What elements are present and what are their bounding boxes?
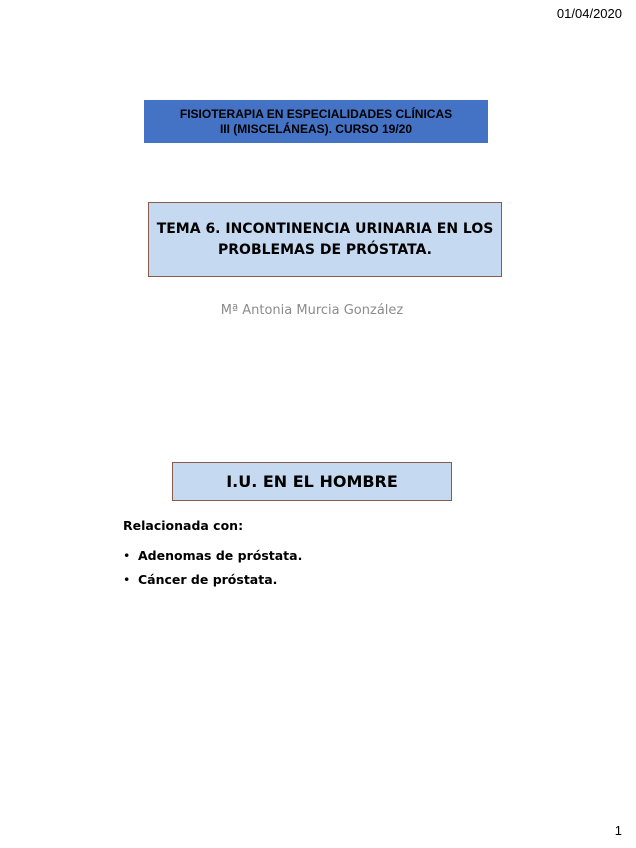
page-number: 1 xyxy=(614,823,622,838)
bullet-icon: • xyxy=(123,571,131,587)
list-item xyxy=(123,567,302,591)
topic-title-box xyxy=(148,202,502,277)
author-name xyxy=(0,303,636,318)
related-list xyxy=(123,543,302,591)
related-heading: Relacionada con: xyxy=(123,518,244,533)
bullet-icon: • xyxy=(123,547,131,563)
list-item-text: Cáncer de próstata. xyxy=(138,571,278,587)
topic-title-text xyxy=(157,219,494,261)
course-banner-line-1: FISIOTERAPIA EN ESPECIALIDADES CLÍNICAS xyxy=(179,106,453,121)
course-banner-line-2: III (MISCELÁNEAS). CURSO 19/20 xyxy=(219,121,413,136)
topic-title-line-1: TEMA 6. INCONTINENCIA URINARIA EN LOS xyxy=(156,220,494,237)
list-item xyxy=(123,543,302,567)
author-name-text: Mª Antonia Murcia González xyxy=(220,303,404,318)
topic-title-line-2: PROBLEMAS DE PRÓSTATA. xyxy=(218,241,432,258)
section-title: I.U. EN EL HOMBRE xyxy=(226,472,398,491)
course-banner-text xyxy=(180,107,452,137)
document-date: 01/04/2020 xyxy=(556,6,622,21)
course-banner xyxy=(144,100,488,143)
list-item-text: Adenomas de próstata. xyxy=(138,547,303,563)
section-title-box xyxy=(172,462,452,501)
